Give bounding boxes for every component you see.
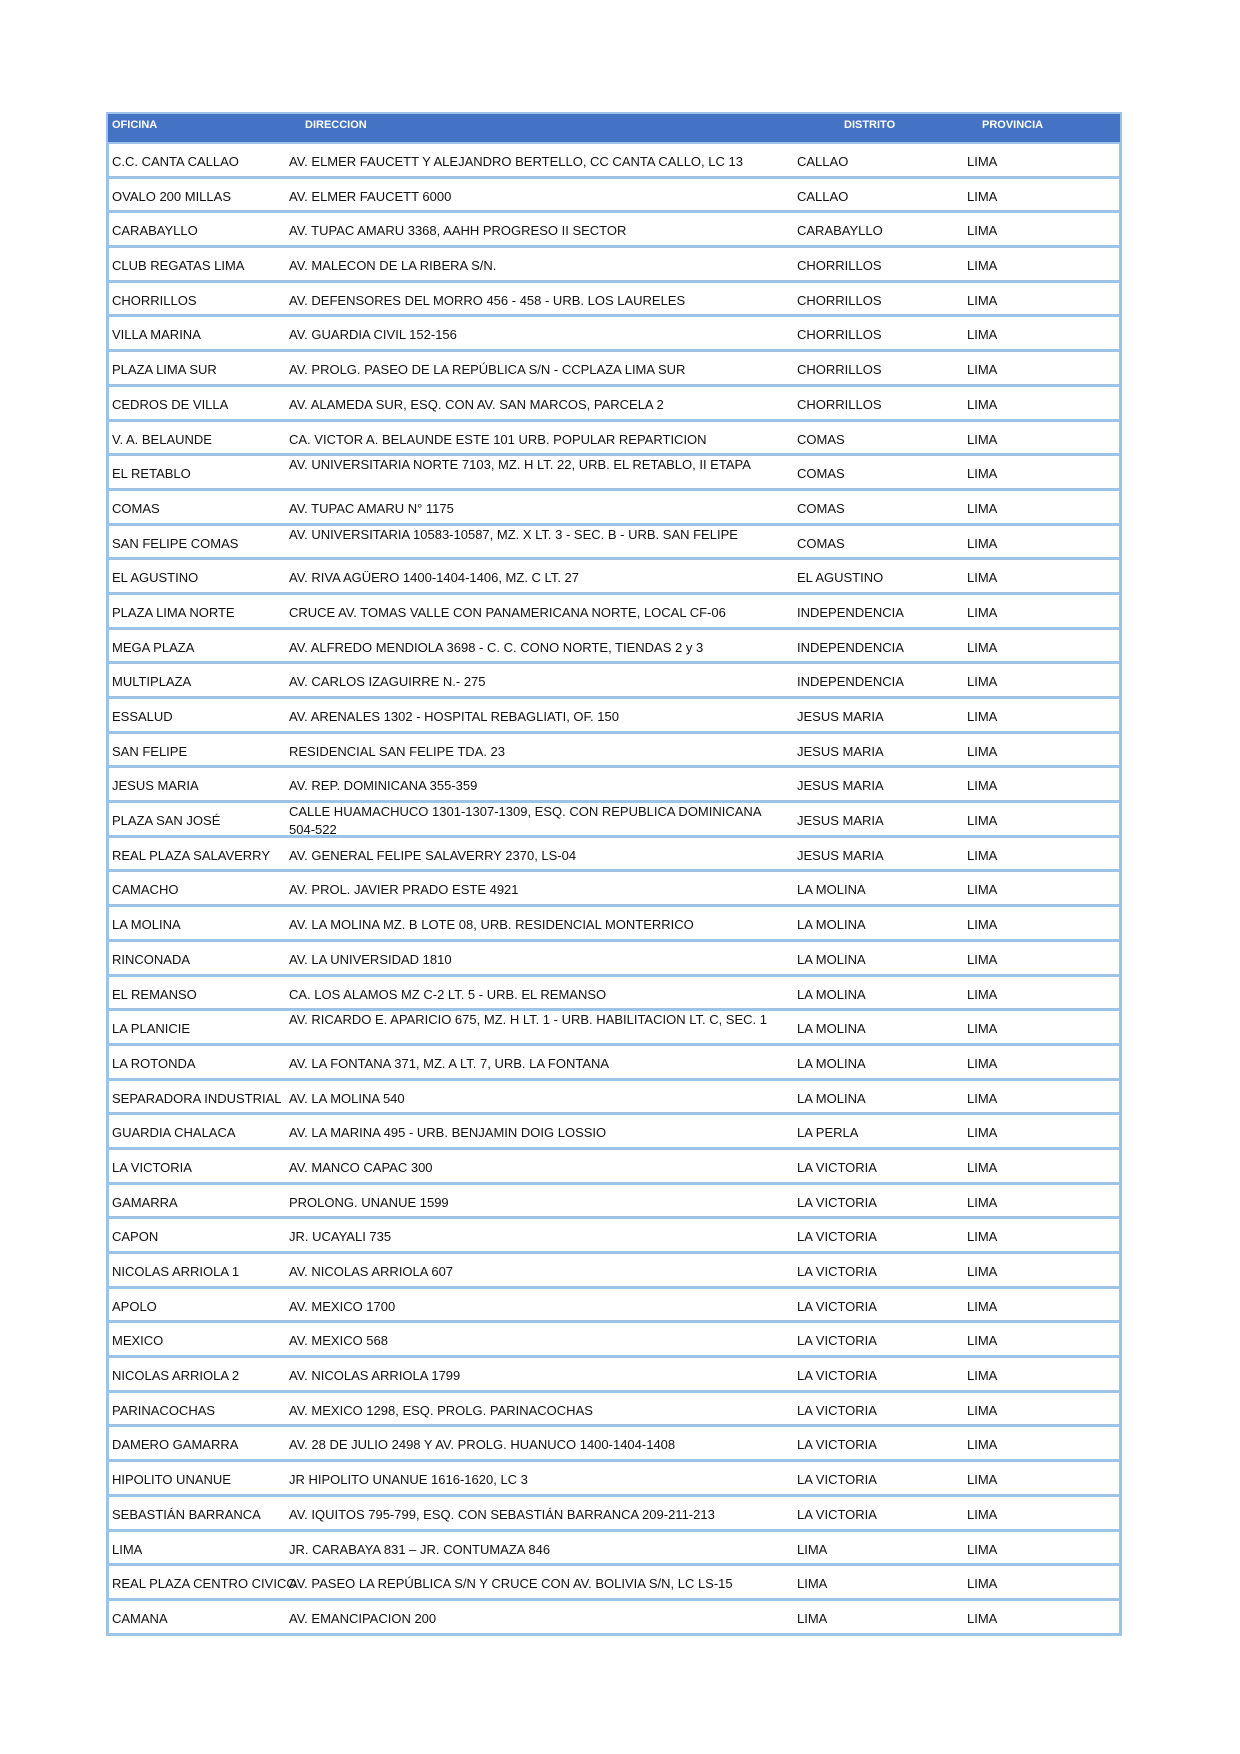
cell-provincia: LIMA [967, 743, 998, 759]
cell-direccion: AV. CARLOS IZAGUIRRE N.- 275 [289, 674, 486, 690]
cell-direccion: AV. TUPAC AMARU 3368, AAHH PROGRESO II SECTOR [289, 223, 627, 239]
cell-oficina: EL REMANSO [112, 986, 197, 1002]
table-row [109, 179, 1119, 214]
cell-provincia: LIMA [967, 1610, 998, 1626]
cell-oficina: HIPOLITO UNANUE [112, 1472, 231, 1488]
table-row [109, 213, 1119, 248]
cell-provincia: LIMA [967, 674, 998, 690]
cell-oficina: OVALO 200 MILLAS [112, 188, 231, 204]
cell-oficina: CAMACHO [112, 882, 179, 898]
cell-provincia: LIMA [967, 1264, 998, 1279]
cell-direccion: AV. ALFREDO MENDIOLA 3698 - C. C. CONO NORTE, TIENDAS 2 y 3 [289, 639, 704, 655]
cell-distrito: INDEPENDENCIA [797, 604, 904, 620]
cell-provincia: LIMA [967, 986, 998, 1002]
cell-provincia: LIMA [967, 396, 998, 412]
cell-distrito: CHORRILLOS [797, 327, 882, 343]
table-row [109, 560, 1119, 595]
cell-distrito: INDEPENDENCIA [797, 674, 904, 690]
cell-oficina: V. A. BELAUNDE [112, 431, 212, 447]
table-row [109, 352, 1119, 387]
cell-distrito: LA VICTORIA [797, 1368, 877, 1384]
table-row [109, 526, 1119, 561]
cell-distrito: LIMA [797, 1610, 828, 1626]
header-oficina: OFICINA [112, 119, 158, 131]
cell-provincia: LIMA [967, 1506, 998, 1522]
cell-oficina: LA MOLINA [112, 917, 181, 933]
cell-distrito: LA VICTORIA [797, 1472, 877, 1488]
table-row [109, 1289, 1119, 1324]
cell-distrito: LA VICTORIA [797, 1333, 877, 1349]
cell-distrito: JESUS MARIA [797, 778, 884, 794]
cell-provincia: LIMA [967, 362, 998, 378]
cell-oficina: SAN FELIPE COMAS [112, 535, 239, 551]
cell-direccion: AV. RIVA AGÜERO 1400-1404-1406, MZ. C LT. 27 [289, 570, 579, 586]
cell-provincia: LIMA [967, 1194, 998, 1210]
cell-provincia: LIMA [967, 1333, 998, 1349]
table-body [106, 144, 1122, 1636]
table-row [109, 317, 1119, 352]
table-row [109, 1566, 1119, 1601]
cell-oficina: MEXICO [112, 1333, 164, 1349]
table-row [109, 872, 1119, 907]
cell-distrito: JESUS MARIA [797, 709, 884, 724]
cell-direccion: CRUCE AV. TOMAS VALLE CON PANAMERICANA NORTE, LOCAL CF-06 [289, 604, 726, 620]
cell-provincia: LIMA [967, 258, 998, 274]
cell-provincia: LIMA [967, 1229, 998, 1245]
cell-direccion: JR. UCAYALI 735 [289, 1229, 392, 1245]
cell-provincia: LIMA [967, 1541, 998, 1557]
cell-oficina: REAL PLAZA CENTRO CIVICO [112, 1576, 297, 1592]
cell-oficina: SAN FELIPE [112, 743, 188, 759]
cell-provincia: LIMA [967, 882, 998, 898]
header-direccion: DIRECCION [305, 119, 367, 131]
table-row [109, 1046, 1119, 1081]
cell-direccion: AV. REP. DOMINICANA 355-359 [289, 778, 478, 794]
cell-provincia: LIMA [967, 1576, 998, 1592]
table-row [109, 1393, 1119, 1428]
table-row [109, 595, 1119, 630]
table-row [109, 1323, 1119, 1358]
cell-oficina: JESUS MARIA [112, 778, 199, 794]
cell-provincia: LIMA [967, 1298, 998, 1314]
cell-direccion: AV. GUARDIA CIVIL 152-156 [289, 327, 457, 343]
cell-oficina: C.C. CANTA CALLAO [112, 154, 239, 169]
cell-oficina: LA PLANICIE [112, 1021, 191, 1037]
cell-direccion: AV. LA MOLINA 540 [289, 1090, 405, 1106]
cell-direccion: AV. ELMER FAUCETT Y ALEJANDRO BERTELLO, CC CANTA CALLO, LC 13 [289, 154, 743, 169]
cell-distrito: CALLAO [797, 154, 849, 169]
cell-oficina: NICOLAS ARRIOLA 1 [112, 1264, 240, 1279]
cell-direccion: AV. NICOLAS ARRIOLA 1799 [289, 1368, 461, 1384]
cell-direccion: AV. PROL. JAVIER PRADO ESTE 4921 [289, 882, 519, 898]
table-row [109, 1358, 1119, 1393]
table-row [109, 248, 1119, 283]
cell-direccion: AV. LA MOLINA MZ. B LOTE 08, URB. RESIDENCIAL MONTERRICO [289, 917, 694, 933]
cell-distrito: LA MOLINA [797, 1090, 866, 1106]
cell-distrito: LA MOLINA [797, 1055, 866, 1071]
cell-oficina: LIMA [112, 1541, 143, 1557]
table-row [109, 838, 1119, 873]
cell-distrito: INDEPENDENCIA [797, 639, 904, 655]
cell-distrito: LA VICTORIA [797, 1298, 877, 1314]
cell-provincia: LIMA [967, 466, 998, 482]
cell-provincia: LIMA [967, 1368, 998, 1384]
cell-distrito: LA VICTORIA [797, 1159, 877, 1175]
cell-provincia: LIMA [967, 1402, 998, 1418]
cell-provincia: LIMA [967, 570, 998, 586]
cell-direccion: AV. RICARDO E. APARICIO 675, MZ. H LT. 1 - URB. HABILITACION LT. C, SEC. 1 [289, 1012, 767, 1028]
cell-distrito: LA PERLA [797, 1125, 859, 1141]
table-row [109, 491, 1119, 526]
header-distrito: DISTRITO [844, 119, 896, 131]
cell-oficina: PLAZA LIMA NORTE [112, 604, 235, 620]
cell-oficina: DAMERO GAMARRA [112, 1437, 239, 1453]
cell-direccion: JR HIPOLITO UNANUE 1616-1620, LC 3 [289, 1472, 528, 1488]
cell-provincia: LIMA [967, 709, 998, 724]
cell-oficina: PLAZA SAN JOSÉ [112, 813, 221, 829]
cell-direccion: AV. MEXICO 568 [289, 1333, 388, 1349]
cell-oficina: MEGA PLAZA [112, 639, 195, 655]
cell-oficina: PARINACOCHAS [112, 1402, 216, 1418]
cell-oficina: CLUB REGATAS LIMA [112, 258, 245, 274]
cell-direccion: AV. LA FONTANA 371, MZ. A LT. 7, URB. LA FONTANA [289, 1055, 610, 1071]
cell-direccion: AV. LA UNIVERSIDAD 1810 [289, 951, 452, 967]
cell-distrito: LA VICTORIA [797, 1437, 877, 1453]
table-header [106, 112, 1122, 144]
cell-direccion: AV. 28 DE JULIO 2498 Y AV. PROLG. HUANUCO 1400-1404-1408 [289, 1437, 676, 1453]
cell-provincia: LIMA [967, 847, 998, 863]
cell-direccion: AV. NICOLAS ARRIOLA 607 [289, 1264, 454, 1279]
cell-provincia: LIMA [967, 604, 998, 620]
cell-oficina: NICOLAS ARRIOLA 2 [112, 1368, 240, 1384]
cell-distrito: LA MOLINA [797, 986, 866, 1002]
cell-direccion: AV. GENERAL FELIPE SALAVERRY 2370, LS-04 [289, 847, 577, 863]
cell-oficina: MULTIPLAZA [112, 674, 192, 690]
table-row [109, 664, 1119, 699]
table-row [109, 1115, 1119, 1150]
cell-provincia: LIMA [967, 778, 998, 794]
cell-distrito: COMAS [797, 431, 845, 447]
cell-provincia: LIMA [967, 535, 998, 551]
cell-direccion: AV. ARENALES 1302 - HOSPITAL REBAGLIATI, OF. 150 [289, 709, 619, 724]
cell-direccion: AV. DEFENSORES DEL MORRO 456 - 458 - URB. LOS LAURELES [289, 292, 686, 308]
cell-distrito: LA MOLINA [797, 951, 866, 967]
table-row [109, 1497, 1119, 1532]
cell-oficina: SEBASTIÁN BARRANCA [112, 1506, 261, 1522]
table-row [109, 1150, 1119, 1185]
offices-table [106, 112, 1122, 1636]
table-row [109, 1011, 1119, 1046]
cell-oficina: GAMARRA [112, 1194, 178, 1210]
cell-direccion: CA. VICTOR A. BELAUNDE ESTE 101 URB. POPULAR REPARTICION [289, 431, 707, 447]
cell-provincia: LIMA [967, 431, 998, 447]
cell-provincia: LIMA [967, 951, 998, 967]
table-row [109, 422, 1119, 457]
table-row [109, 768, 1119, 803]
table-row [109, 1427, 1119, 1462]
cell-direccion: JR. CARABAYA 831 – JR. CONTUMAZA 846 [289, 1541, 551, 1557]
cell-direccion: AV. EMANCIPACION 200 [289, 1610, 437, 1626]
cell-distrito: COMAS [797, 535, 845, 551]
cell-direccion: AV. MEXICO 1298, ESQ. PROLG. PARINACOCHAS [289, 1402, 593, 1418]
cell-oficina: CAPON [112, 1229, 159, 1245]
cell-distrito: LA VICTORIA [797, 1194, 877, 1210]
cell-oficina: RINCONADA [112, 951, 191, 967]
cell-oficina: APOLO [112, 1298, 157, 1314]
table-row [109, 1254, 1119, 1289]
cell-direccion: AV. ELMER FAUCETT 6000 [289, 188, 452, 204]
cell-oficina: GUARDIA CHALACA [112, 1125, 236, 1141]
cell-oficina: ESSALUD [112, 709, 173, 724]
table-row [109, 1601, 1119, 1633]
cell-provincia: LIMA [967, 327, 998, 343]
cell-oficina: EL AGUSTINO [112, 570, 199, 586]
cell-distrito: LA VICTORIA [797, 1506, 877, 1522]
cell-provincia: LIMA [967, 1055, 998, 1071]
cell-provincia: LIMA [967, 500, 998, 516]
table-row [109, 1462, 1119, 1497]
cell-oficina: EL RETABLO [112, 466, 191, 482]
cell-distrito: CARABAYLLO [797, 223, 883, 239]
cell-distrito: CHORRILLOS [797, 258, 882, 274]
cell-distrito: CHORRILLOS [797, 362, 882, 378]
table-row [109, 942, 1119, 977]
cell-direccion: AV. MEXICO 1700 [289, 1298, 396, 1314]
cell-provincia: LIMA [967, 813, 998, 829]
cell-distrito: LIMA [797, 1576, 828, 1592]
table-row [109, 1081, 1119, 1116]
cell-oficina: VILLA MARINA [112, 327, 201, 343]
table-row [109, 630, 1119, 665]
cell-distrito: LA MOLINA [797, 882, 866, 898]
cell-provincia: LIMA [967, 1437, 998, 1453]
cell-oficina: CEDROS DE VILLA [112, 396, 229, 412]
cell-direccion: CALLE HUAMACHUCO 1301-1307-1309, ESQ. CON REPUBLICA DOMINICANA 504-522 [289, 804, 761, 838]
cell-direccion: CA. LOS ALAMOS MZ C-2 LT. 5 - URB. EL REMANSO [289, 986, 607, 1002]
header-provincia: PROVINCIA [982, 119, 1044, 131]
cell-distrito: LA VICTORIA [797, 1229, 877, 1245]
cell-distrito: LA MOLINA [797, 917, 866, 933]
cell-oficina: CHORRILLOS [112, 292, 197, 308]
cell-oficina: CARABAYLLO [112, 223, 198, 239]
cell-distrito: LA VICTORIA [797, 1402, 877, 1418]
cell-distrito: LA MOLINA [797, 1021, 866, 1037]
cell-direccion: AV. PROLG. PASEO DE LA REPÚBLICA S/N - CCPLAZA LIMA SUR [289, 362, 686, 378]
cell-provincia: LIMA [967, 917, 998, 933]
table-row [109, 907, 1119, 942]
cell-direccion: AV. PASEO LA REPÚBLICA S/N Y CRUCE CON AV. BOLIVIA S/N, LC LS-15 [289, 1576, 733, 1592]
cell-oficina: REAL PLAZA SALAVERRY [112, 847, 270, 863]
cell-direccion: AV. LA MARINA 495 - URB. BENJAMIN DOIG LOSSIO [289, 1125, 607, 1141]
cell-provincia: LIMA [967, 154, 998, 169]
table-row [109, 456, 1119, 491]
table-row [109, 1185, 1119, 1220]
cell-provincia: LIMA [967, 1090, 998, 1106]
cell-distrito: CALLAO [797, 188, 849, 204]
cell-provincia: LIMA [967, 1159, 998, 1175]
cell-provincia: LIMA [967, 223, 998, 239]
cell-oficina: SEPARADORA INDUSTRIAL [112, 1090, 282, 1106]
cell-distrito: COMAS [797, 466, 845, 482]
table-row [109, 283, 1119, 318]
cell-distrito: COMAS [797, 500, 845, 516]
cell-distrito: EL AGUSTINO [797, 570, 884, 586]
cell-oficina: PLAZA LIMA SUR [112, 362, 217, 378]
table-row [109, 977, 1119, 1012]
cell-direccion: AV. IQUITOS 795-799, ESQ. CON SEBASTIÁN BARRANCA 209-211-213 [289, 1506, 715, 1522]
cell-direccion: AV. UNIVERSITARIA 10583-10587, MZ. X LT. 3 - SEC. B - URB. SAN FELIPE [289, 526, 738, 542]
cell-distrito: CHORRILLOS [797, 292, 882, 308]
cell-provincia: LIMA [967, 1472, 998, 1488]
cell-provincia: LIMA [967, 188, 998, 204]
cell-direccion: AV. UNIVERSITARIA NORTE 7103, MZ. H LT. 22, URB. EL RETABLO, II ETAPA [289, 457, 751, 473]
table-row [109, 144, 1119, 179]
cell-direccion: AV. ALAMEDA SUR, ESQ. CON AV. SAN MARCOS, PARCELA 2 [289, 396, 664, 412]
cell-direccion: PROLONG. UNANUE 1599 [289, 1194, 449, 1210]
cell-provincia: LIMA [967, 1125, 998, 1141]
table-row [109, 699, 1119, 734]
table-row [109, 1219, 1119, 1254]
cell-oficina: CAMANA [112, 1610, 168, 1626]
cell-provincia: LIMA [967, 639, 998, 655]
cell-oficina: LA VICTORIA [112, 1159, 192, 1175]
cell-distrito: LA VICTORIA [797, 1264, 877, 1279]
cell-oficina: LA ROTONDA [112, 1055, 196, 1071]
cell-distrito: JESUS MARIA [797, 847, 884, 863]
cell-distrito: JESUS MARIA [797, 743, 884, 759]
cell-provincia: LIMA [967, 292, 998, 308]
cell-direccion: AV. TUPAC AMARU N° 1175 [289, 500, 454, 516]
cell-distrito: CHORRILLOS [797, 396, 882, 412]
table-row [109, 803, 1119, 838]
cell-direccion: AV. MALECON DE LA RIBERA S/N. [289, 258, 497, 274]
cell-provincia: LIMA [967, 1021, 998, 1037]
cell-distrito: LIMA [797, 1541, 828, 1557]
cell-direccion: AV. MANCO CAPAC 300 [289, 1159, 433, 1175]
table-row [109, 1532, 1119, 1567]
cell-distrito: JESUS MARIA [797, 813, 884, 829]
table-row [109, 734, 1119, 769]
cell-oficina: COMAS [112, 500, 160, 516]
cell-direccion: RESIDENCIAL SAN FELIPE TDA. 23 [289, 743, 506, 759]
table-row [109, 387, 1119, 422]
